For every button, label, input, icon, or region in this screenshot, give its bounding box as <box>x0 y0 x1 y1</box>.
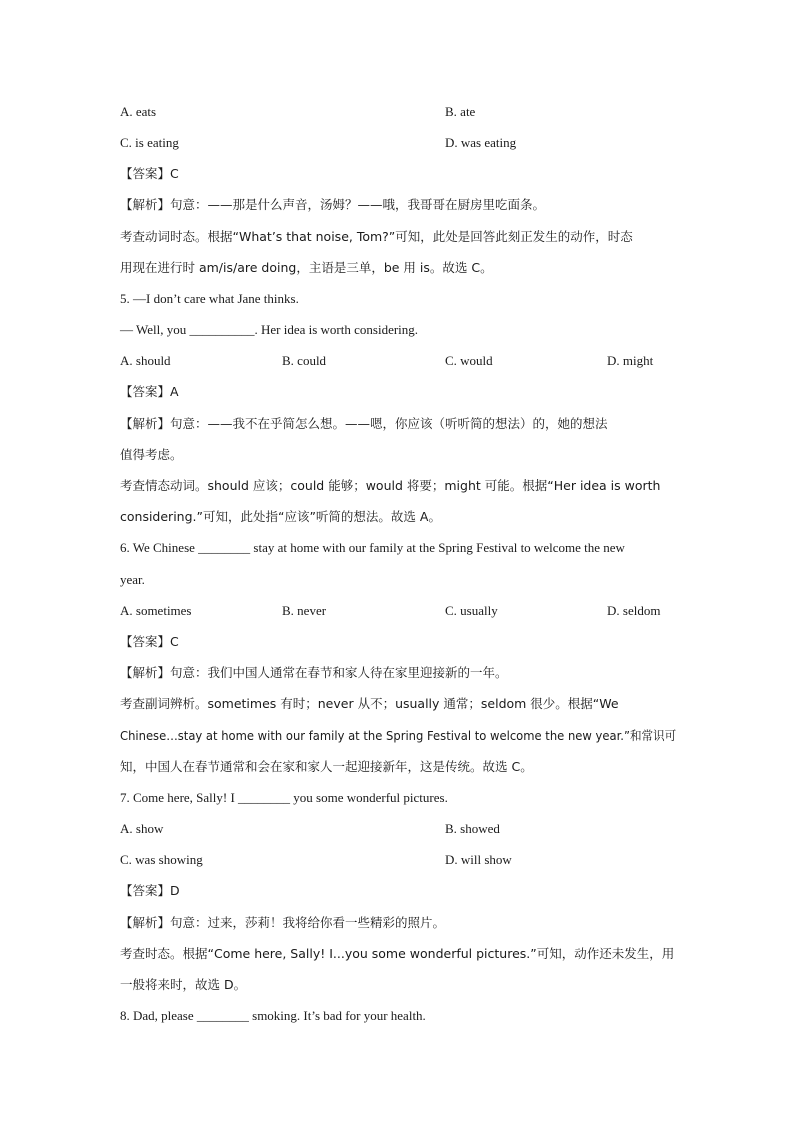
q5-analysis-line-1: 【解析】句意：——我不在乎简怎么想。——嗯，你应该（听听简的想法）的，她的想法 <box>120 416 608 431</box>
q5-option-d: D. might <box>607 353 654 368</box>
q4-analysis-line-1: 【解析】句意：——那是什么声音，汤姆？——哦，我哥哥在厨房里吃面条。 <box>120 197 546 212</box>
q4-analysis-line-3: 用现在进行时 am/is/are doing，主语是三单，be 用 is。故选 C。 <box>120 260 493 275</box>
q6-option-b: B. never <box>282 603 327 618</box>
q4-option-b: B. ate <box>445 104 476 119</box>
q5-stem-line-1: 5. —I don’t care what Jane thinks. <box>120 291 299 306</box>
q7-option-d: D. will show <box>445 852 512 867</box>
q6-stem-line-2: year. <box>120 572 145 587</box>
q4-analysis-line-2: 考查动词时态。根据“What’s that noise, Tom?”可知，此处是回答此刻正发生的动作，时态 <box>120 229 633 244</box>
q7-answer: 【答案】D <box>120 883 180 898</box>
q7-option-b: B. showed <box>445 821 500 836</box>
q4-option-d: D. was eating <box>445 135 517 150</box>
q6-answer: 【答案】C <box>120 634 179 649</box>
q5-analysis-line-2: 值得考虑。 <box>120 447 183 462</box>
q6-analysis-line-1: 【解析】句意：我们中国人通常在春节和家人待在家里迎接新的一年。 <box>120 665 508 680</box>
q7-analysis-line-2: 考查时态。根据“Come here, Sally! I...you some wonderful pictures.”可知，动作还未发生，用 <box>120 946 675 961</box>
q6-analysis-line-3: Chinese…stay at home with our family at the Spring Festival to welcome the new year.”和常识可 <box>120 728 677 743</box>
q4-option-c: C. is eating <box>120 135 179 150</box>
q7-analysis-line-1: 【解析】句意：过来，莎莉！我将给你看一些精彩的照片。 <box>120 915 446 930</box>
q4-option-a: A. eats <box>120 104 157 119</box>
q5-option-c: C. would <box>445 353 493 368</box>
q6-option-a: A. sometimes <box>120 603 192 618</box>
q5-analysis-line-4: considering.”可知，此处指“应该”听简的想法。故选 A。 <box>120 509 441 524</box>
q7-analysis-line-3: 一般将来时，故选 D。 <box>120 977 247 992</box>
q5-option-b: B. could <box>282 353 327 368</box>
q7-option-c: C. was showing <box>120 852 203 867</box>
q6-stem-line-1: 6. We Chinese ________ stay at home with our family at the Spring Festival to welcome the new <box>120 540 625 555</box>
q7-stem: 7. Come here, Sally! I ________ you some wonderful pictures. <box>120 790 448 805</box>
q6-analysis-line-4: 知，中国人在春节通常和会在家和家人一起迎接新年，这是传统。故选 C。 <box>120 759 533 774</box>
q5-answer: 【答案】A <box>120 384 179 399</box>
q5-stem-line-2: — Well, you __________. Her idea is worth considering. <box>120 322 419 337</box>
q6-option-d: D. seldom <box>607 603 661 618</box>
q7-option-a: A. show <box>120 821 164 836</box>
q5-option-a: A. should <box>120 353 171 368</box>
q6-analysis-line-2: 考查副词辨析。sometimes 有时；never 从不；usually 通常；seldom 很少。根据“We <box>120 696 619 711</box>
q5-analysis-line-3: 考查情态动词。should 应该；could 能够；would 将要；might 可能。根据“Her idea is worth <box>120 478 661 493</box>
q8-stem: 8. Dad, please ________ smoking. It’s bad for your health. <box>120 1008 426 1023</box>
q6-option-c: C. usually <box>445 603 498 618</box>
q4-answer: 【答案】C <box>120 166 179 181</box>
